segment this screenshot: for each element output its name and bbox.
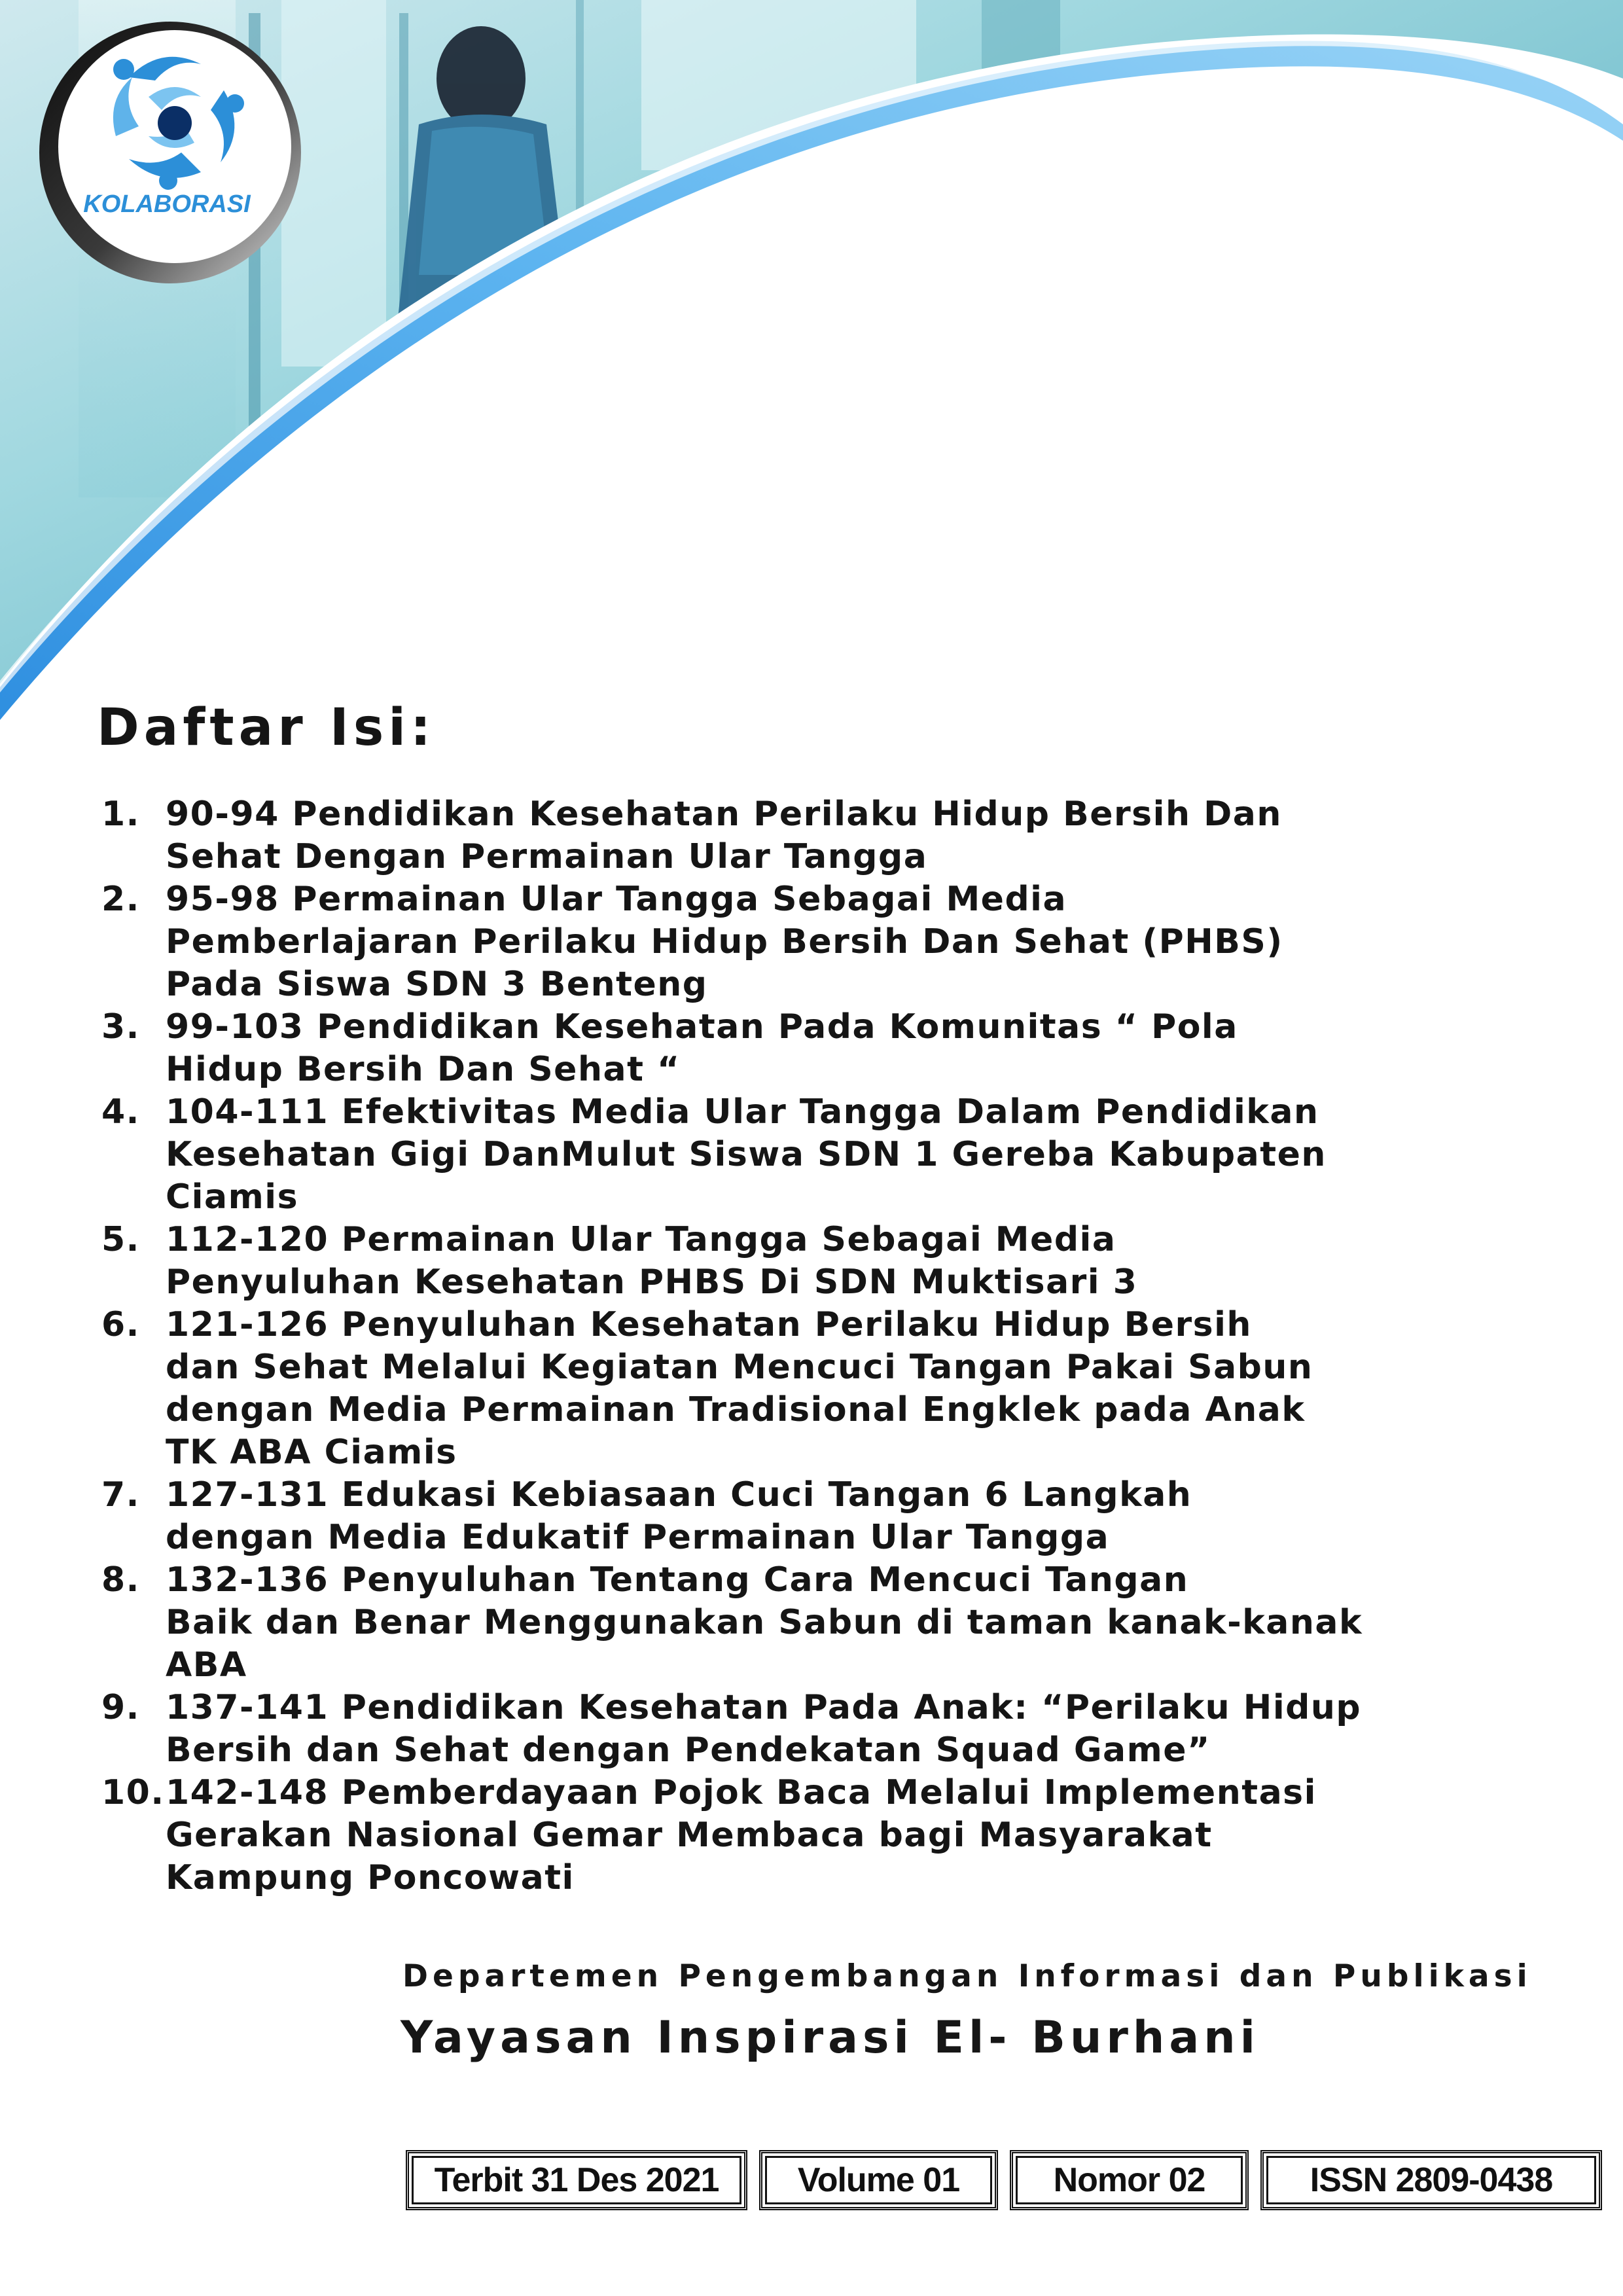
toc-item-line: Pada Siswa SDN 3 Benteng	[166, 965, 708, 1004]
toc-item	[101, 1006, 1541, 1091]
publisher-foundation: Yayasan Inspirasi El- Burhani	[401, 2012, 1260, 2064]
toc-item-number: 10.	[101, 1773, 165, 1812]
toc-item-line: 142-148 Pemberdayaan Pojok Baca Melalui Implementasi	[166, 1773, 1317, 1812]
toc-item-line: TK ABA Ciamis	[166, 1433, 457, 1472]
volume-number: Volume 01	[797, 2161, 960, 2199]
toc-item-line: dengan Media Permainan Tradisional Engklek pada Anak	[166, 1390, 1306, 1429]
toc-item	[101, 1474, 1541, 1559]
toc-item-number: 3.	[101, 1007, 140, 1047]
toc-item	[101, 1304, 1541, 1474]
toc-item-line: Gerakan Nasional Gemar Membaca bagi Masyarakat	[166, 1816, 1213, 1855]
toc-item-line: 112-120 Permainan Ular Tangga Sebagai Media	[166, 1220, 1116, 1259]
toc-item-line: dengan Media Edukatif Permainan Ular Tangga	[166, 1518, 1110, 1557]
issue-number: Nomor 02	[1053, 2161, 1205, 2199]
toc-item-line: Ciamis	[166, 1177, 299, 1217]
toc-item	[101, 1772, 1541, 1899]
toc-item-line: 99-103 Pendidikan Kesehatan Pada Komunitas “ Pola	[166, 1007, 1238, 1047]
toc-item-line: Bersih dan Sehat dengan Pendekatan Squad Game”	[166, 1731, 1211, 1770]
toc-item-line: Kampung Poncowati	[166, 1858, 575, 1897]
toc-item-line: Pemberlajaran Perilaku Hidup Bersih Dan Sehat (PHBS)	[166, 922, 1283, 961]
toc-item-number: 2.	[101, 880, 140, 919]
toc-item-line: 121-126 Penyuluhan Kesehatan Perilaku Hidup Bersih	[166, 1305, 1252, 1344]
toc-item-line: Baik dan Benar Menggunakan Sabun di taman kanak-kanak	[166, 1603, 1363, 1642]
toc-item-line: 90-94 Pendidikan Kesehatan Perilaku Hidup Bersih Dan	[166, 795, 1282, 834]
publisher-department: Departemen Pengembangan Informasi dan Publikasi	[402, 1958, 1532, 1994]
toc-item-line: Hidup Bersih Dan Sehat “	[166, 1050, 681, 1089]
toc-item-number: 1.	[101, 795, 140, 834]
volume-box	[759, 2150, 998, 2210]
toc-item-line: Penyuluhan Kesehatan PHBS Di SDN Muktisari 3	[166, 1263, 1138, 1302]
toc-item-line: 104-111 Efektivitas Media Ular Tangga Dalam Pendidikan	[166, 1092, 1319, 1132]
table-of-contents-title: Daftar Isi:	[97, 698, 436, 757]
issue-number-box	[1010, 2150, 1249, 2210]
toc-item	[101, 1091, 1541, 1219]
toc-item-number: 5.	[101, 1220, 140, 1259]
publication-date-box	[406, 2150, 747, 2210]
toc-item	[101, 878, 1541, 1006]
toc-item	[101, 1219, 1541, 1304]
toc-item-line: Kesehatan Gigi DanMulut Siswa SDN 1 Gereba Kabupaten	[166, 1135, 1327, 1174]
toc-item-number: 7.	[101, 1475, 140, 1515]
toc-item	[101, 1687, 1541, 1772]
svg-text:KOLABORASI: KOLABORASI	[83, 190, 251, 218]
toc-item-number: 8.	[101, 1560, 140, 1600]
publication-date: Terbit 31 Des 2021	[434, 2161, 719, 2199]
toc-item-line: 127-131 Edukasi Kebiasaan Cuci Tangan 6 Langkah	[166, 1475, 1192, 1515]
toc-item-line: 137-141 Pendidikan Kesehatan Pada Anak: “Perilaku Hidup	[166, 1688, 1362, 1727]
toc-item-number: 9.	[101, 1688, 140, 1727]
toc-item-line: dan Sehat Melalui Kegiatan Mencuci Tangan Pakai Sabun	[166, 1348, 1313, 1387]
toc-item-line: Sehat Dengan Permainan Ular Tangga	[166, 837, 928, 876]
toc-item	[101, 1559, 1541, 1687]
toc-item-line: 95-98 Permainan Ular Tangga Sebagai Media	[166, 880, 1067, 919]
toc-item-line: 132-136 Penyuluhan Tentang Cara Mencuci Tangan	[166, 1560, 1189, 1600]
kolaborasi-logo	[36, 18, 304, 287]
toc-item-line: ABA	[166, 1645, 247, 1685]
toc-item-number: 4.	[101, 1092, 140, 1132]
toc-item	[101, 793, 1541, 878]
issn-box	[1260, 2150, 1602, 2210]
table-of-contents-list	[101, 793, 1541, 1899]
issn-number: ISSN 2809-0438	[1310, 2161, 1553, 2199]
toc-item-number: 6.	[101, 1305, 140, 1344]
